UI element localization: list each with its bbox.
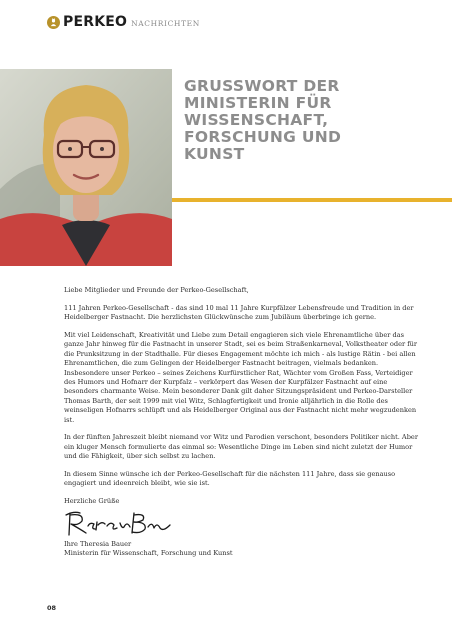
salutation: Liebe Mitglieder und Freunde der Perkeo-Gesellschaft, [64, 286, 249, 294]
title-line: FORSCHUNG UND [184, 128, 342, 146]
minister-portrait [0, 69, 172, 266]
signatory-role: Ministerin für Wissenschaft, Forschung und Kunst [64, 549, 233, 557]
page-header [47, 14, 200, 30]
paragraph: In diesem Sinne wünsche ich der Perkeo-Gesellschaft für die nächsten 111 Jahre, dass sie genauso engagiert und ideenreich bleibt, wie sie ist. [64, 470, 396, 488]
paragraph: Mit viel Leidenschaft, Kreativität und Liebe zum Detail engagieren sich viele Ehrenamtliche über das ganze Jahr hinweg für die Fastnacht in unserer Stadt, sei es beim Straßenkarneval, Volkstheater oder für die Prunksitzung in der Stadthalle. Für dieses Engagement möchte ich mich - als lustige Rätin - bei allen Ehrenamtlichen, die zum Gelingen der Heidelberger Fastnacht beitragen, vielmals bedanken. Insbesondere unser Perkeo – seines Zeichens Kurfürstlicher Rat, Wächter vom Großen Fass, Verteidiger des Humors und Hofnarr der Kurpfalz – verkörpert das Wesen der Kurpfälzer Fastnacht auf eine besonders charmante Weise. Mein besonderer Dank gilt daher Sitzungspräsident und Perkeo-Darsteller Thomas Barth, der seit 1999 mit viel Witz, Schlagfertigkeit und Ironie alljährlich in die Rolle des weinseligen Hofnarrs schlüpft und als Heidelberger Original aus der Fastnacht nicht mehr wegzudenken ist. [64, 331, 418, 424]
section-label: NACHRICHTEN [131, 19, 200, 28]
accent-rule [172, 198, 452, 202]
title-line: GRUSSWORT DER [184, 77, 340, 95]
closing: Herzliche Grüße [64, 497, 120, 506]
title-line: MINISTERIN FÜR [184, 94, 332, 112]
letter-body [64, 286, 422, 515]
paragraph: 111 Jahren Perkeo-Gesellschaft - das sind 10 mal 11 Jahre Kurpfälzer Lebensfreude und Tradition in der Heidelberger Fastnacht. Die herzlichsten Glückwünsche zum Jubiläum überbringe ich gerne. [64, 303, 414, 322]
page-title [184, 78, 414, 163]
title-line: KUNST [184, 145, 245, 163]
title-line: WISSENSCHAFT, [184, 111, 329, 129]
perkeo-crest-icon [47, 16, 60, 29]
brand-name: PERKEO [63, 14, 128, 30]
paragraph: In der fünften Jahreszeit bleibt niemand vor Witz und Parodien verschont, besonders Politiker nicht. Aber ein kluger Mensch formulierte das einmal so: Wesentliche Dinge im Leben sind nicht zuletzt der Humor und die Fähigkeit, über sich selbst zu lachen. [64, 433, 418, 461]
page-number: 08 [47, 604, 57, 612]
signatory-name: Ihre Theresia Bauer [64, 540, 132, 548]
handwritten-signature [64, 509, 172, 539]
